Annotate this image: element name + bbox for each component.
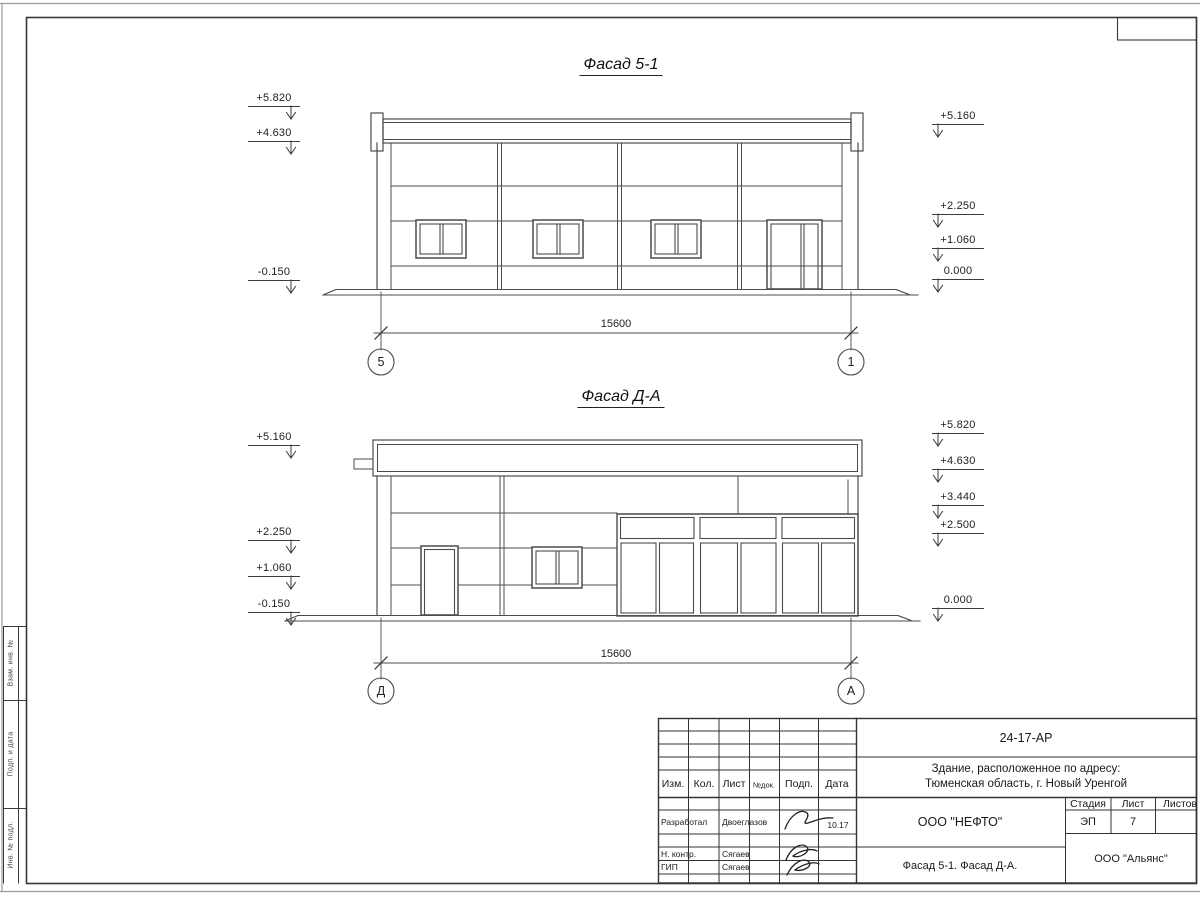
elevation-mark: +4.630	[932, 455, 984, 470]
elevation-mark: +5.160	[248, 431, 300, 446]
role-gip: ГИП	[661, 862, 678, 872]
gip-name: Сягаев	[722, 862, 750, 872]
dimension-value: 15600	[600, 318, 632, 330]
col-header-list: Лист	[722, 778, 746, 790]
stage-value: ЭП	[1080, 816, 1096, 828]
signature-date: 10.17	[827, 820, 849, 830]
elevation-mark: +2.250	[932, 200, 984, 215]
col-header-izm: Изм.	[661, 778, 685, 790]
elevation-mark: +1.060	[932, 234, 984, 249]
elevation-mark: +5.820	[932, 419, 984, 434]
project-address-line2: Тюменская область, г. Новый Уренгой	[924, 778, 1128, 790]
axis-label: 1	[847, 355, 855, 369]
elevation-mark: 0.000	[932, 265, 984, 280]
elevation-mark: +5.160	[932, 110, 984, 125]
axis-label: А	[846, 684, 856, 698]
contractor-org: ООО "Альянс"	[1094, 853, 1168, 865]
sheets-header: Листов	[1162, 798, 1198, 810]
elevation-mark: +5.820	[248, 92, 300, 107]
facade1-title: Фасад 5-1	[580, 56, 663, 76]
role-developer: Разработал	[661, 817, 708, 827]
col-header-kol: Кол.	[693, 778, 715, 790]
doc-number: 24-17-АР	[999, 731, 1053, 745]
facade-d-a	[285, 440, 920, 621]
strip-label-inv: Инв. № подл.	[7, 821, 15, 869]
elevation-mark: +2.250	[248, 526, 300, 541]
developer-name: Двоеглазов	[722, 817, 768, 827]
sheet-header: Лист	[1121, 798, 1145, 810]
elevation-mark: -0.150	[248, 598, 300, 613]
project-address-line1: Здание, расположенное по адресу:	[931, 763, 1121, 775]
ncontrol-name: Сягаев	[722, 849, 750, 859]
elevation-mark: +4.630	[248, 127, 300, 142]
elevation-mark: +2.500	[932, 519, 984, 534]
dimension-value: 15600	[600, 648, 632, 660]
stage-header: Стадия	[1070, 798, 1106, 810]
elevation-mark: -0.150	[248, 266, 300, 281]
elevation-mark: 0.000	[932, 594, 984, 609]
facade-5-1	[323, 113, 918, 295]
role-ncontrol: Н. контр.	[661, 849, 697, 859]
elevation-mark: +1.060	[248, 562, 300, 577]
col-header-podp: Подп.	[785, 778, 813, 790]
col-header-data: Дата	[825, 778, 849, 790]
strip-label-podp: Подп. и дата	[7, 731, 15, 777]
sheet-number: 7	[1129, 816, 1137, 828]
strip-label-vzam: Взам. инв. №	[7, 639, 15, 687]
axis-label: 5	[377, 355, 385, 369]
facade2-title: Фасад Д-А	[577, 388, 664, 408]
client-company: ООО "НЕФТО"	[917, 815, 1003, 829]
sheet-title: Фасад 5-1. Фасад Д-А.	[902, 860, 1018, 872]
elevation-mark: +3.440	[932, 491, 984, 506]
col-header-ndok: №док.	[753, 780, 775, 790]
signature-strokes	[785, 811, 833, 875]
axis-label: Д	[376, 684, 386, 698]
